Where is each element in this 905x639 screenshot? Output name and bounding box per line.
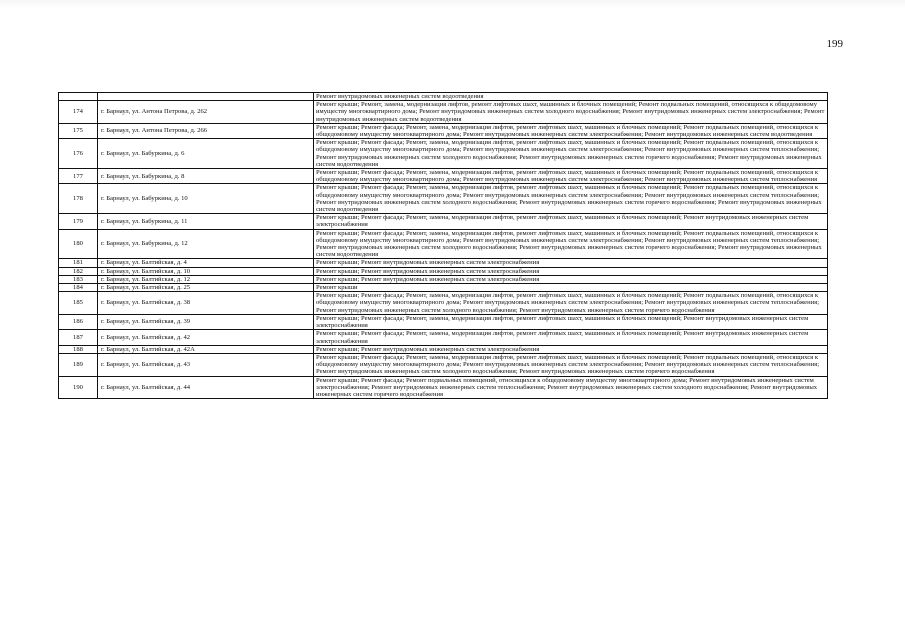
- table-row: [59, 259, 828, 267]
- row-works: Ремонт крыши; Ремонт фасада; Ремонт, замена, модернизация лифтов, ремонт лифтовых шахт, машинных и блочных помещений; Ремонт подвальных помещений, относящихся к общедомовому имуществу многоквартирного дома; Ремонт внутридомовых инженерных систем электроснабжения; Ремонт внутридомовых инженерных систем водоотведения: [314, 123, 828, 138]
- row-works: Ремонт крыши; Ремонт фасада; Ремонт, замена, модернизация лифтов, ремонт лифтовых шахт, машинных и блочных помещений; Ремонт подвальных помещений, относящихся к общедомовому имуществу многоквартирного дома; Ремонт внутридомовых инженерных систем электроснабжения; Ремонт внутридомовых инженерных систем теплоснабжения; Ремонт внутридомовых инженерных систем холодного водоснабжения; Ремонт внутридомовых инженерных систем горячего водоснабжения; Ремонт внутридомовых инженерных систем водоотведения: [314, 229, 828, 259]
- row-address: г. Барнаул, ул. Балтийская, д. 10: [98, 267, 314, 275]
- row-number: 175: [59, 123, 98, 138]
- row-number: 188: [59, 345, 98, 353]
- row-works: Ремонт крыши; Ремонт фасада; Ремонт, замена, модернизация лифтов, ремонт лифтовых шахт, машинных и блочных помещений; Ремонт подвальных помещений, относящихся к общедомовому имуществу многоквартирного дома; Ремонт внутридомовых инженерных систем электроснабжения; Ремонт внутридомовых инженерных систем теплоснабжения; Ремонт внутридомовых инженерных систем холодного водоснабжения; Ремонт внутридомовых инженерных систем горячего водоснабжения: [314, 353, 828, 376]
- row-address: г. Барнаул, ул. Балтийская, д. 43: [98, 353, 314, 376]
- table-row: [59, 275, 828, 283]
- table-row: [59, 169, 828, 184]
- row-address: г. Барнаул, ул. Антона Петрова, д. 266: [98, 123, 314, 138]
- row-works: Ремонт крыши; Ремонт фасада; Ремонт, замена, модернизация лифтов, ремонт лифтовых шахт, машинных и блочных помещений; Ремонт внутридомовых инженерных систем электроснабжения: [314, 214, 828, 229]
- row-works: Ремонт крыши; Ремонт внутридомовых инженерных систем электроснабжения: [314, 275, 828, 283]
- row-number: 190: [59, 376, 98, 399]
- row-address: г. Барнаул, ул. Антона Петрова, д. 262: [98, 101, 314, 124]
- table-row: [59, 314, 828, 329]
- row-address: г. Барнаул, ул. Бабуркина, д. 8: [98, 169, 314, 184]
- repair-table-container: [58, 92, 828, 399]
- row-address: г. Барнаул, ул. Балтийская, д. 42А: [98, 345, 314, 353]
- row-number: 181: [59, 259, 98, 267]
- table-row: [59, 267, 828, 275]
- row-works: Ремонт крыши; Ремонт фасада; Ремонт, замена, модернизация лифтов, ремонт лифтовых шахт, машинных и блочных помещений; Ремонт подвальных помещений, относящихся к общедомовому имуществу многоквартирного дома; Ремонт внутридомовых инженерных систем электроснабжения; Ремонт внутридомовых инженерных систем теплоснабжения; Ремонт внутридомовых инженерных систем холодного водоснабжения; Ремонт внутридомовых инженерных систем горячего водоснабжения; Ремонт внутридомовых инженерных систем водоотведения: [314, 184, 828, 214]
- row-number: 189: [59, 353, 98, 376]
- table-row: [59, 284, 828, 292]
- row-number: 185: [59, 292, 98, 315]
- repair-table-body: [59, 93, 828, 399]
- row-address: г. Барнаул, ул. Балтийская, д. 44: [98, 376, 314, 399]
- table-row: [59, 345, 828, 353]
- table-row: [59, 101, 828, 124]
- repair-table: [58, 92, 828, 399]
- scan-top-shadow: [0, 0, 905, 8]
- table-row: [59, 184, 828, 214]
- row-address: г. Барнаул, ул. Балтийская, д. 12: [98, 275, 314, 283]
- row-works: Ремонт крыши; Ремонт фасада; Ремонт, замена, модернизация лифтов, ремонт лифтовых шахт, машинных и блочных помещений; Ремонт подвальных помещений, относящихся к общедомовому имуществу многоквартирного дома; Ремонт внутридомовых инженерных систем электроснабжения; Ремонт внутридомовых инженерных систем теплоснабжения: [314, 169, 828, 184]
- row-address: г. Барнаул, ул. Балтийская, д. 25: [98, 284, 314, 292]
- row-number: 177: [59, 169, 98, 184]
- row-number: 179: [59, 214, 98, 229]
- row-works: Ремонт крыши; Ремонт фасада; Ремонт, замена, модернизация лифтов, ремонт лифтовых шахт, машинных и блочных помещений; Ремонт подвальных помещений, относящихся к общедомовому имуществу многоквартирного дома; Ремонт внутридомовых инженерных систем электроснабжения; Ремонт внутридомовых инженерных систем теплоснабжения; Ремонт внутридомовых инженерных систем холодного водоснабжения; Ремонт внутридомовых инженерных систем горячего водоснабжения: [314, 292, 828, 315]
- row-address: г. Барнаул, ул. Балтийская, д. 38: [98, 292, 314, 315]
- table-row: [59, 376, 828, 399]
- table-row: [59, 330, 828, 345]
- row-number: 180: [59, 229, 98, 259]
- table-row: [59, 292, 828, 315]
- table-row: [59, 123, 828, 138]
- table-row: [59, 353, 828, 376]
- row-number: 187: [59, 330, 98, 345]
- row-works: Ремонт крыши; Ремонт фасада; Ремонт, замена, модернизация лифтов, ремонт лифтовых шахт, машинных и блочных помещений; Ремонт внутридомовых инженерных систем электроснабжения: [314, 330, 828, 345]
- row-address: [98, 93, 314, 101]
- row-number: 174: [59, 101, 98, 124]
- row-works: Ремонт крыши; Ремонт внутридомовых инженерных систем электроснабжения: [314, 259, 828, 267]
- table-row: [59, 139, 828, 169]
- row-number: 186: [59, 314, 98, 329]
- row-works: Ремонт крыши; Ремонт фасада; Ремонт подвальных помещений, относящихся к общедомовому имуществу многоквартирного дома; Ремонт внутридомовых инженерных систем электроснабжения; Ремонт внутридомовых инженерных систем теплоснабжения; Ремонт внутридомовых инженерных систем холодного водоснабжения; Ремонт внутридомовых инженерных систем горячего водоснабжения: [314, 376, 828, 399]
- row-number: 178: [59, 184, 98, 214]
- row-address: г. Барнаул, ул. Балтийская, д. 4: [98, 259, 314, 267]
- row-address: г. Барнаул, ул. Балтийская, д. 42: [98, 330, 314, 345]
- row-works: Ремонт крыши: [314, 284, 828, 292]
- table-row: [59, 229, 828, 259]
- row-number: 183: [59, 275, 98, 283]
- row-address: г. Барнаул, ул. Бабуркина, д. 6: [98, 139, 314, 169]
- row-number: 184: [59, 284, 98, 292]
- row-address: г. Барнаул, ул. Балтийская, д. 39: [98, 314, 314, 329]
- row-works: Ремонт крыши; Ремонт фасада; Ремонт, замена, модернизация лифтов, ремонт лифтовых шахт, машинных и блочных помещений; Ремонт подвальных помещений, относящихся к общедомовому имуществу многоквартирного дома; Ремонт внутридомовых инженерных систем электроснабжения; Ремонт внутридомовых инженерных систем теплоснабжения; Ремонт внутридомовых инженерных систем холодного водоснабжения; Ремонт внутридомовых инженерных систем горячего водоснабжения; Ремонт внутридомовых инженерных систем водоотведения: [314, 139, 828, 169]
- row-works: Ремонт внутридомовых инженерных систем водоотведения: [314, 93, 828, 101]
- row-address: г. Барнаул, ул. Бабуркина, д. 11: [98, 214, 314, 229]
- row-works: Ремонт крыши; Ремонт, замена, модернизация лифтов, ремонт лифтовых шахт, машинных и блочных помещений; Ремонт подвальных помещений, относящихся к общедомовому имуществу многоквартирного дома; Ремонт внутридомовых инженерных систем холодного водоснабжения; Ремонт внутридомовых инженерных систем электроснабжения; Ремонт внутридомовых инженерных систем водоотведения: [314, 101, 828, 124]
- table-row: [59, 93, 828, 101]
- row-works: Ремонт крыши; Ремонт внутридомовых инженерных систем электроснабжения: [314, 345, 828, 353]
- row-works: Ремонт крыши; Ремонт внутридомовых инженерных систем электроснабжения: [314, 267, 828, 275]
- page-number: 199: [826, 38, 843, 50]
- row-works: Ремонт крыши; Ремонт фасада; Ремонт, замена, модернизация лифтов, ремонт лифтовых шахт, машинных и блочных помещений; Ремонт внутридомовых инженерных систем электроснабжения: [314, 314, 828, 329]
- row-number: [59, 93, 98, 101]
- row-number: 182: [59, 267, 98, 275]
- row-address: г. Барнаул, ул. Бабуркина, д. 12: [98, 229, 314, 259]
- table-row: [59, 214, 828, 229]
- row-address: г. Барнаул, ул. Бабуркина, д. 10: [98, 184, 314, 214]
- row-number: 176: [59, 139, 98, 169]
